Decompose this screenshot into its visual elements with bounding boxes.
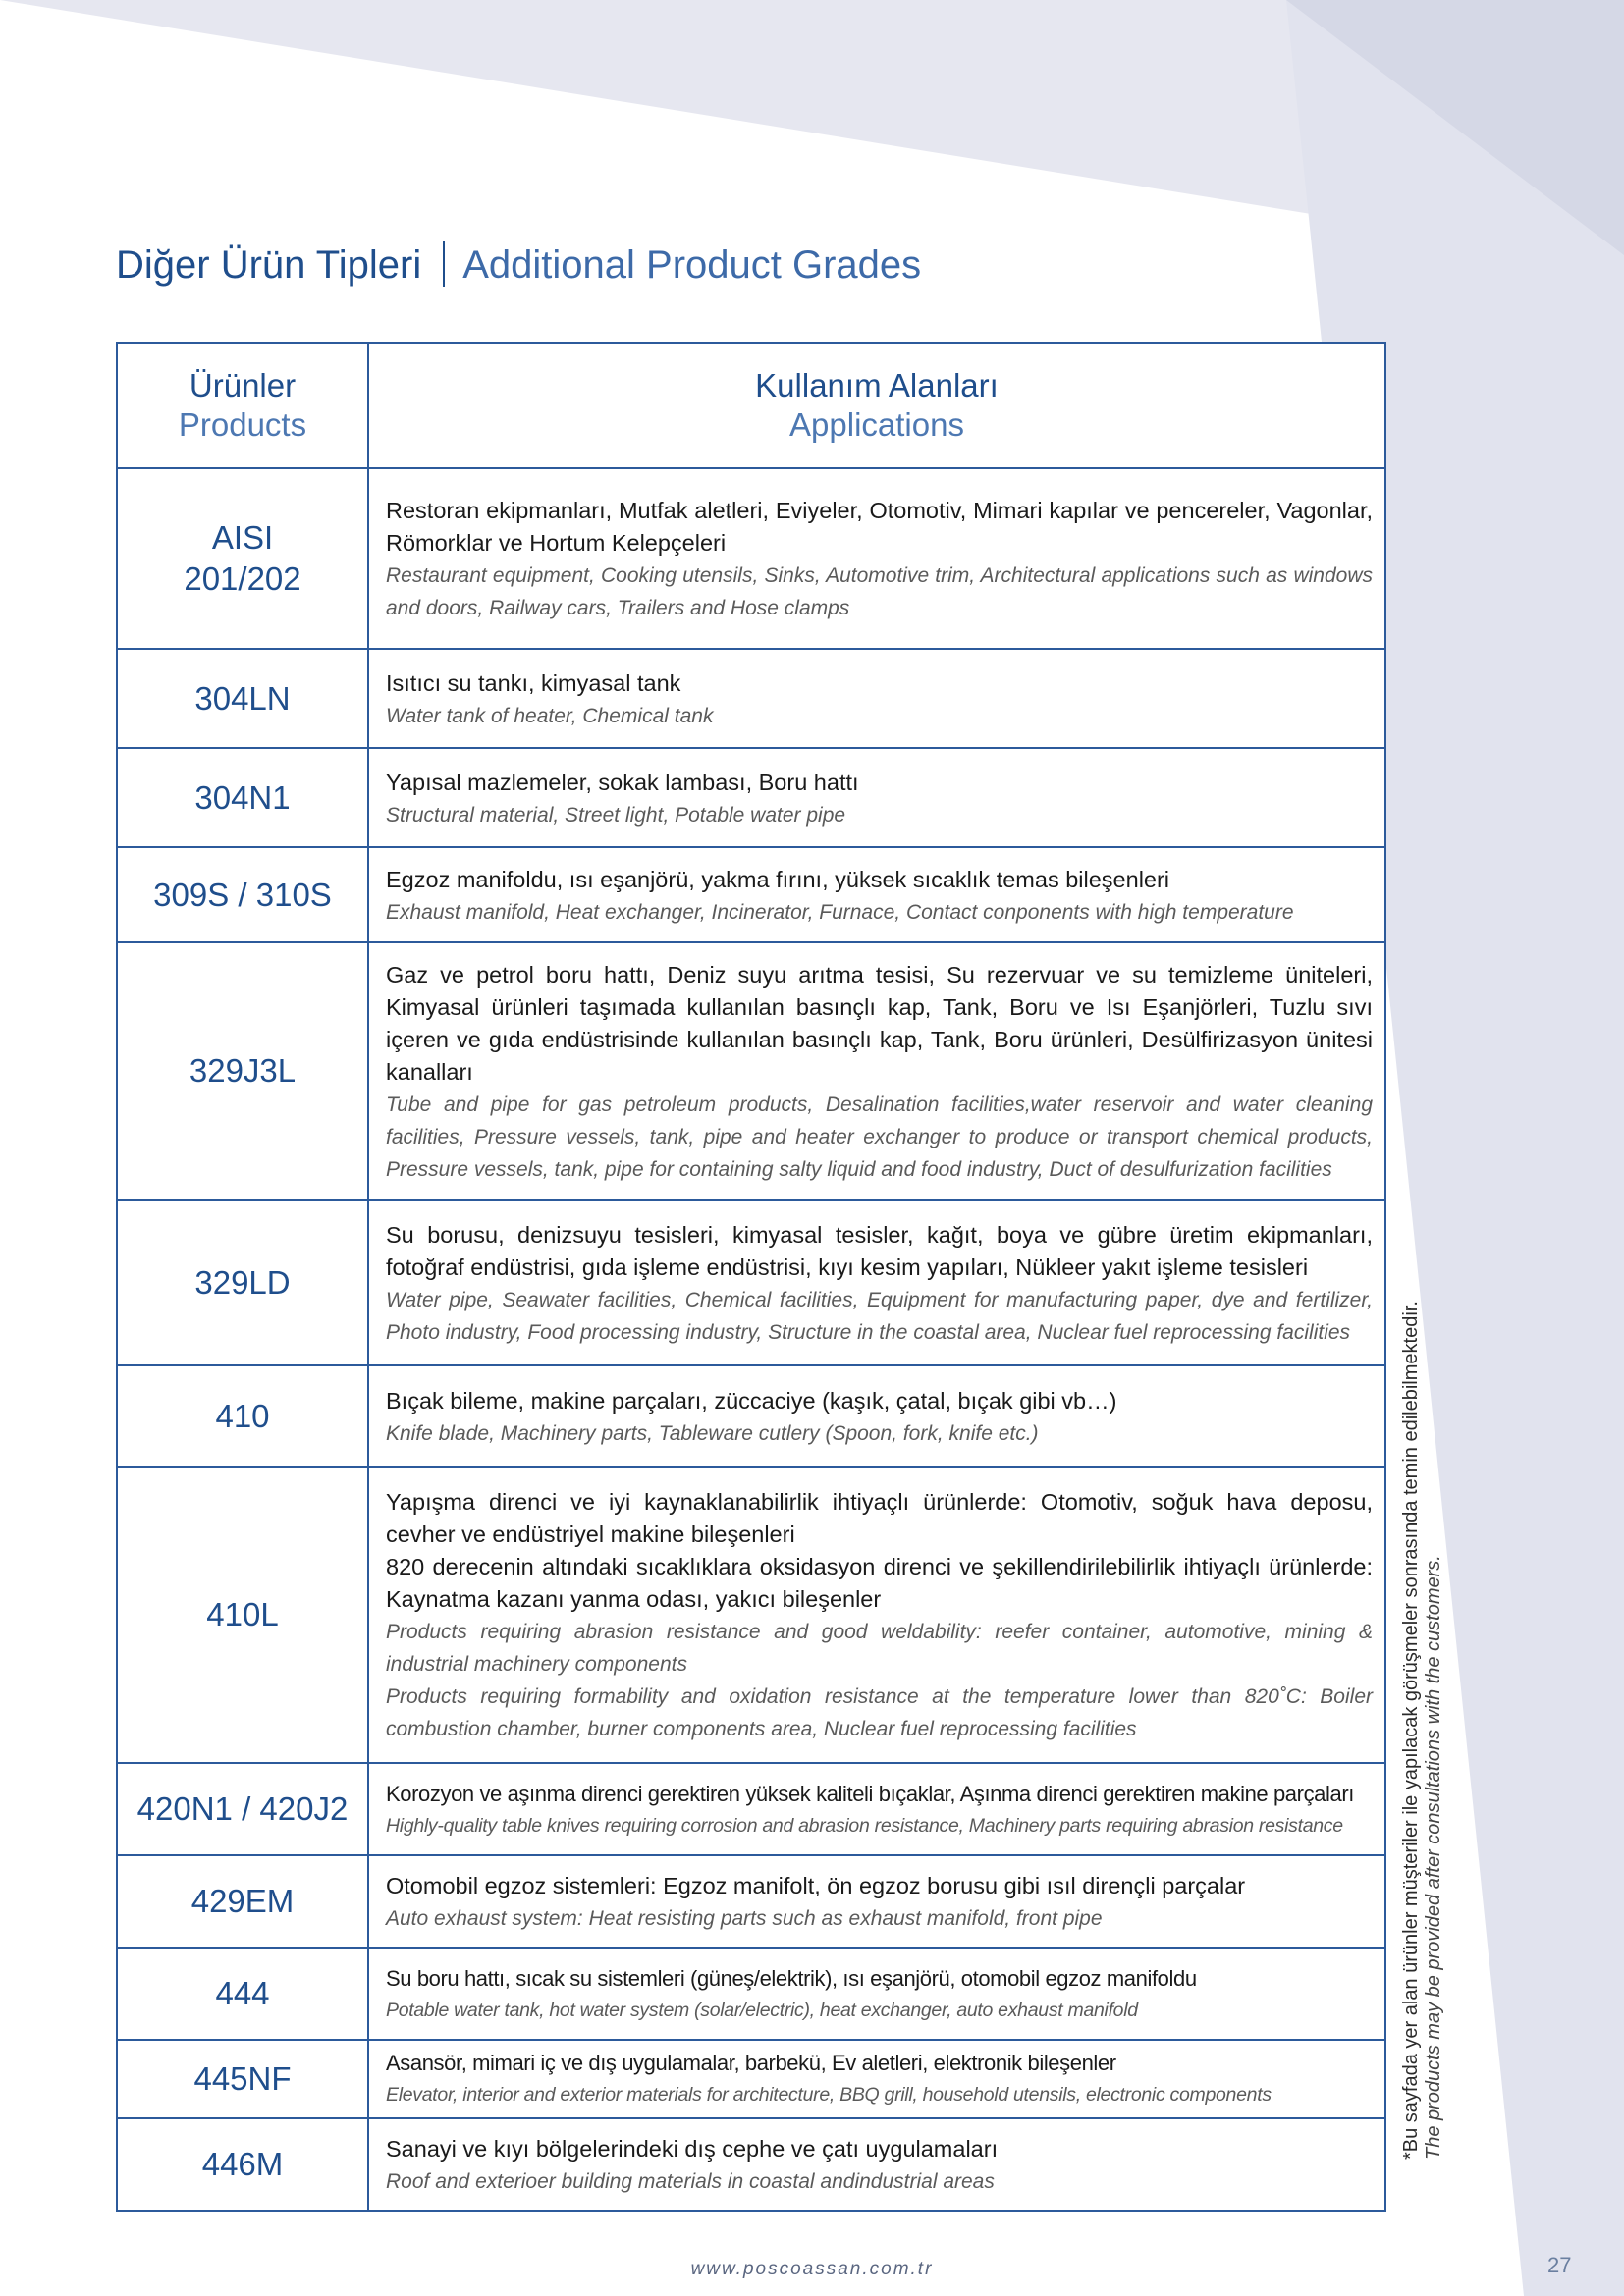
applications-cell bbox=[368, 1763, 1385, 1855]
page-number: 27 bbox=[1547, 2253, 1572, 2277]
side-note bbox=[1400, 1301, 1445, 2160]
product-name: 329J3L bbox=[189, 1052, 297, 1089]
product-name: 304LN bbox=[194, 679, 291, 717]
table-row bbox=[117, 847, 1385, 942]
applications-cell bbox=[368, 847, 1385, 942]
applications-cell bbox=[368, 2118, 1385, 2211]
application-text-en: Highly-quality table knives requiring corrosion and abrasion resistance, Machinery parts requiring abrasion resistance bbox=[386, 1815, 1343, 1837]
application-text-en: Tube and pipe for gas petroleum products, Desalination facilities,water reservoir and water cleaning facilities, Pressure vessels, tank, pipe and heater exchanger to produce or transport chemical products, Pressure vessels, tank, pipe for containing salty liquid and food industry, Duct of desulfurization facilities bbox=[386, 1093, 1373, 1181]
product-name: 304N1 bbox=[194, 778, 291, 816]
product-cell bbox=[117, 748, 368, 847]
product-cell bbox=[117, 1365, 368, 1467]
application-text-tr: Sanayi ve kıyı bölgelerindeki dış cephe ve çatı uygulamaları bbox=[386, 2136, 999, 2162]
product-name: 446M bbox=[201, 2146, 284, 2182]
table-row bbox=[117, 649, 1385, 748]
product-name: AISI bbox=[211, 519, 274, 556]
application-text-tr: Otomobil egzoz sistemleri: Egzoz manifolt, ön egzoz borusu gibi ısıl dirençli parçalar bbox=[386, 1873, 1246, 1898]
page-title bbox=[116, 241, 921, 288]
products-header-tr: Ürünler bbox=[189, 367, 297, 403]
products-column-header bbox=[117, 343, 368, 468]
application-text-en: Auto exhaust system: Heat resisting parts such as exhaust manifold, front pipe bbox=[386, 1907, 1103, 1930]
applications-header-tr: Kullanım Alanları bbox=[755, 367, 999, 403]
application-text-en: Roof and exterioer building materials in coastal andindustrial areas bbox=[386, 2170, 995, 2193]
product-cell bbox=[117, 847, 368, 942]
applications-cell bbox=[368, 468, 1385, 649]
table-row bbox=[117, 468, 1385, 649]
table-row bbox=[117, 2040, 1385, 2118]
product-cell bbox=[117, 1855, 368, 1948]
application-text-en: Knife blade, Machinery parts, Tableware cutlery (Spoon, fork, knife etc.) bbox=[386, 1421, 1039, 1445]
applications-cell bbox=[368, 1365, 1385, 1467]
product-name: 201/202 bbox=[184, 561, 301, 597]
side-note-tr: *Bu sayfada yer alan ürünler müşteriler ile yapılacak görüşmeler sonrasında temin edilebilmektedir. bbox=[1400, 1301, 1422, 2160]
application-text-tr: Isıtıcı su tankı, kimyasal tank bbox=[386, 669, 681, 696]
application-text-tr: Korozyon ve aşınma direnci gerektiren yüksek kaliteli bıçaklar, Aşınma direnci gerektiren makine parçaları bbox=[386, 1782, 1354, 1806]
product-cell bbox=[117, 1948, 368, 2040]
product-cell bbox=[117, 1200, 368, 1365]
applications-cell bbox=[368, 1948, 1385, 2040]
table-row bbox=[117, 1948, 1385, 2040]
applications-cell bbox=[368, 942, 1385, 1200]
applications-header-en: Applications bbox=[789, 406, 964, 443]
applications-cell bbox=[368, 2040, 1385, 2118]
application-text-tr: Yapışma direnci ve iyi kaynaklanabilirlik ihtiyaçlı ürünlerde: Otomotiv, soğuk hava deposu, cevher ve endüstriyel makine bileşenleri bbox=[386, 1489, 1373, 1547]
table-row bbox=[117, 2118, 1385, 2211]
application-text-tr: Su borusu, denizsuyu tesisleri, kimyasal tesisler, kağıt, boya ve gübre üretim ekipmanları, fotoğraf endüstrisi, gıda işleme endüstrisi, kıyı kesim yapıları, Nükleer yakıt işleme tesisleri bbox=[386, 1221, 1373, 1280]
product-name: 309S / 310S bbox=[153, 876, 332, 913]
table-row bbox=[117, 942, 1385, 1200]
table-row bbox=[117, 1763, 1385, 1855]
table-header-row bbox=[117, 343, 1385, 468]
product-name: 444 bbox=[215, 1975, 270, 2011]
application-text-tr: Restoran ekipmanları, Mutfak aletleri, Eviyeler, Otomotiv, Mimari kapılar ve pencereler, Vagonlar, Römorklar ve Hortum Kelepçeleri bbox=[386, 498, 1373, 556]
application-text-en: Potable water tank, hot water system (solar/electric), heat exchanger, auto exhaust manifold bbox=[386, 2000, 1138, 2021]
product-name: 445NF bbox=[193, 2060, 292, 2097]
application-text-en: Restaurant equipment, Cooking utensils, Sinks, Automotive trim, Architectural applications such as windows and doors, Railway cars, Trailers and Hose clamps bbox=[386, 564, 1373, 619]
products-header-en: Products bbox=[178, 406, 307, 443]
applications-column-header bbox=[368, 343, 1385, 468]
footer-url: www.poscoassan.com.tr bbox=[690, 2259, 934, 2279]
application-text-en-2: Products requiring formability and oxidation resistance at the temperature lower than 820˚C: Boiler combustion chamber, burner components area, Nuclear fuel reprocessing facilities bbox=[386, 1685, 1373, 1740]
table-row bbox=[117, 1467, 1385, 1763]
product-cell bbox=[117, 1467, 368, 1763]
applications-cell bbox=[368, 748, 1385, 847]
application-text-en: Elevator, interior and exterior materials for architecture, BBQ grill, household utensils, electronic components bbox=[386, 2084, 1272, 2106]
product-cell bbox=[117, 942, 368, 1200]
application-text-en: Water pipe, Seawater facilities, Chemical facilities, Equipment for manufacturing paper, dye and fertilizer, Photo industry, Food processing industry, Structure in the coastal area, Nuclear fuel reprocessing facilities bbox=[386, 1288, 1373, 1344]
product-name: 410L bbox=[206, 1596, 279, 1632]
page-title-tr: Diğer Ürün Tipleri bbox=[116, 243, 422, 287]
page-title-en: Additional Product Grades bbox=[462, 243, 922, 287]
application-text-tr: Bıçak bileme, makine parçaları, züccaciye (kaşık, çatal, bıçak gibi vb…) bbox=[386, 1387, 1117, 1414]
application-text-tr: Asansör, mimari iç ve dış uygulamalar, barbekü, Ev aletleri, elektronik bileşenler bbox=[386, 2051, 1116, 2075]
product-cell bbox=[117, 1763, 368, 1855]
product-name: 329LD bbox=[194, 1263, 291, 1301]
application-text-en: Products requiring abrasion resistance and good weldability: reefer container, automotive, mining & industrial machinery components bbox=[386, 1621, 1373, 1676]
product-name: 410 bbox=[215, 1397, 270, 1434]
product-cell bbox=[117, 468, 368, 649]
table-row bbox=[117, 748, 1385, 847]
product-name: 420N1 / 420J2 bbox=[136, 1790, 349, 1827]
side-note-en: The products may be provided after consultations with the customers. bbox=[1423, 1555, 1444, 2160]
product-grades-table bbox=[116, 342, 1386, 2212]
table-row bbox=[117, 1200, 1385, 1365]
applications-cell bbox=[368, 1467, 1385, 1763]
product-name: 429EM bbox=[190, 1883, 295, 1919]
table-row bbox=[117, 1855, 1385, 1948]
application-text-en: Exhaust manifold, Heat exchanger, Incinerator, Furnace, Contact conponents with high temperature bbox=[386, 900, 1294, 924]
applications-cell bbox=[368, 649, 1385, 748]
application-text-en: Structural material, Street light, Potable water pipe bbox=[386, 803, 846, 827]
product-cell bbox=[117, 649, 368, 748]
application-text-en: Water tank of heater, Chemical tank bbox=[386, 704, 714, 727]
applications-cell bbox=[368, 1855, 1385, 1948]
applications-cell bbox=[368, 1200, 1385, 1365]
application-text-tr: Gaz ve petrol boru hattı, Deniz suyu arıtma tesisi, Su rezervuar ve su temizleme üniteleri, Kimyasal ürünleri taşımada kullanılan basınçlı kap, Tank, Boru ve Isı Eşanjörleri, Tuzlu sıvı içeren ve gıda endüstrisinde kullanılan basınçlı kap, Tank, Boru ürünleri, Desülfirizasyon ünitesi kanalları bbox=[386, 961, 1373, 1085]
application-text-tr: Egzoz manifoldu, ısı eşanjörü, yakma fırını, yüksek sıcaklık temas bileşenleri bbox=[386, 866, 1170, 892]
application-text-tr-2: 820 derecenin altındaki sıcaklıklara oksidasyon direnci ve şekillendirilebilirlik ihtiyaçlı ürünlerde: Kaynatma kazanı yanma odası, yakıcı bileşenler bbox=[386, 1554, 1373, 1612]
title-divider bbox=[443, 241, 445, 287]
application-text-tr: Su boru hattı, sıcak su sistemleri (güneş/elektrik), ısı eşanjörü, otomobil egzoz manifoldu bbox=[386, 1966, 1197, 1991]
application-text-tr: Yapısal mazlemeler, sokak lambası, Boru hattı bbox=[386, 769, 859, 795]
product-cell bbox=[117, 2118, 368, 2211]
product-cell bbox=[117, 2040, 368, 2118]
table-row bbox=[117, 1365, 1385, 1467]
